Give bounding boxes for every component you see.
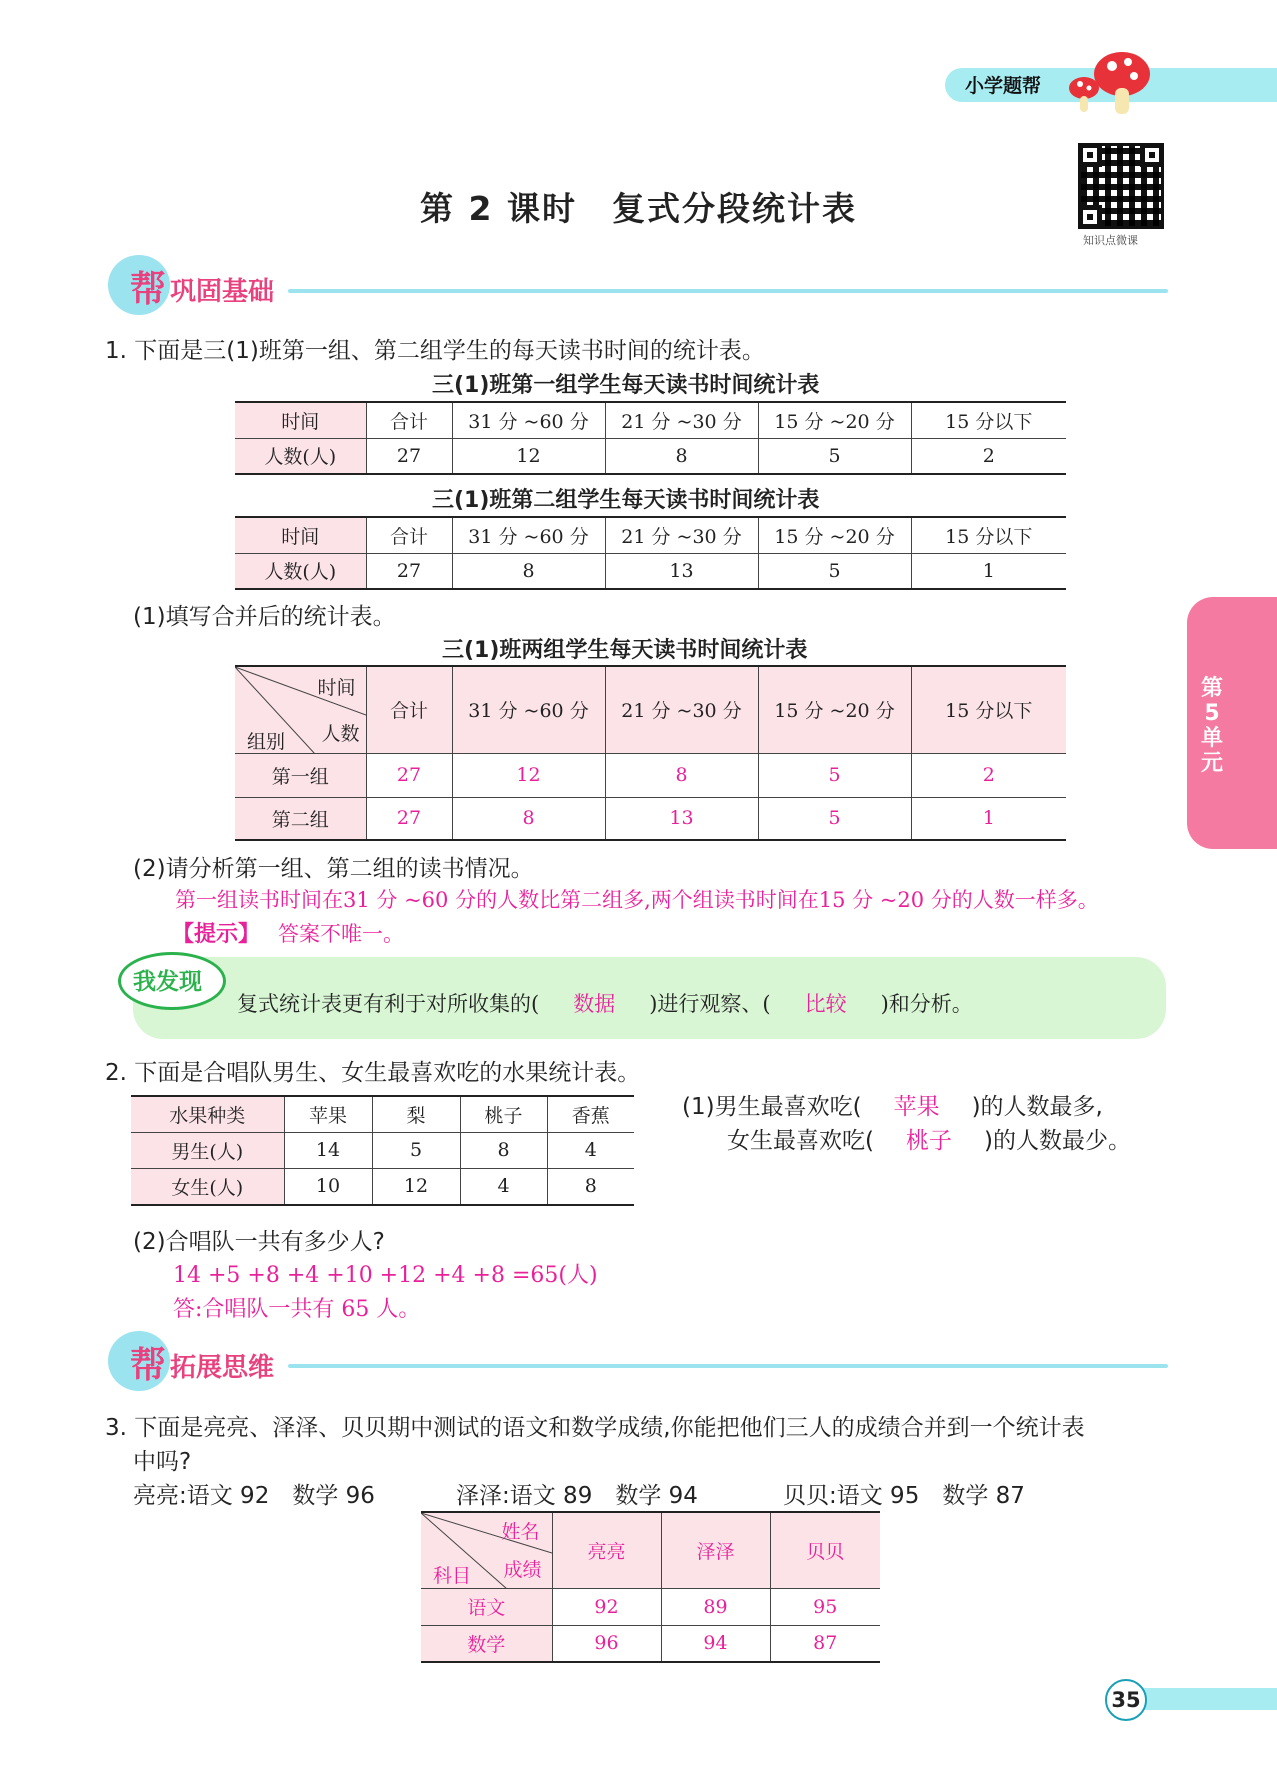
row-label: 女生(人) (131, 1168, 284, 1205)
q3-intro-line1: 3. 下面是亮亮、泽泽、贝贝期中测试的语文和数学成绩,你能把他们三人的成绩合并到一个统计表 (105, 1415, 1085, 1441)
q2-part2: (2)合唱队一共有多少人? (133, 1229, 385, 1255)
header-cell: 香蕉 (547, 1096, 634, 1132)
data-cell: 5 (372, 1132, 460, 1168)
q2-p1-blank-1[interactable]: 苹果 (893, 1094, 940, 1120)
answer-cell[interactable]: 92 (552, 1588, 661, 1625)
q2-p1-text-d: )的人数最少。 (983, 1128, 1131, 1154)
q2-p1-text-a: (1)男生最喜欢吃( (682, 1094, 862, 1120)
answer-cell[interactable]: 2 (911, 753, 1066, 797)
section-label: 拓展思维 (170, 1353, 275, 1383)
q1-sub1: (1)填写合并后的统计表。 (133, 604, 396, 630)
row-label: 男生(人) (131, 1132, 284, 1168)
header-cell: 亮亮 (552, 1512, 661, 1588)
answer-cell[interactable]: 5 (758, 753, 911, 797)
header-cell: 15 分以下 (911, 666, 1066, 753)
data-cell: 8 (547, 1168, 634, 1205)
header-cell: 合计 (366, 402, 452, 438)
data-cell: 2 (911, 438, 1066, 474)
answer-cell[interactable]: 12 (452, 753, 605, 797)
header-cell: 泽泽 (661, 1512, 770, 1588)
answer-cell[interactable]: 8 (452, 797, 605, 840)
q3-score-zeze: 泽泽:语文 89 数学 94 (456, 1483, 698, 1509)
answer-cell[interactable]: 87 (770, 1625, 880, 1662)
page-number: 35 (1105, 1679, 1147, 1721)
q1-merged-title: 三(1)班两组学生每天读书时间统计表 (442, 638, 808, 663)
header-cell: 15 分 ~20 分 (758, 666, 911, 753)
header-cell: 合计 (366, 517, 452, 553)
q1-answer2: 第一组读书时间在31 分 ~60 分的人数比第二组多,两个组读书时间在15 分 ~20 分的人数一样多。 (175, 888, 1099, 912)
section-badge: 帮 (130, 269, 167, 310)
data-cell: 27 (366, 553, 452, 589)
q1-table1 (235, 401, 1066, 475)
q2-part1-line2 (727, 1122, 1131, 1155)
data-cell: 4 (547, 1132, 634, 1168)
data-cell: 8 (452, 553, 605, 589)
row-label: 第一组 (235, 753, 366, 797)
header-cell: 21 分 ~30 分 (605, 517, 758, 553)
header-cell: 贝贝 (770, 1512, 880, 1588)
q3-score-liangliang: 亮亮:语文 92 数学 96 (133, 1483, 375, 1509)
page-title: 第 2 课时 复式分段统计表 (420, 189, 857, 228)
row-label: 语文 (421, 1588, 552, 1625)
row-label: 第二组 (235, 797, 366, 840)
data-cell: 10 (284, 1168, 372, 1205)
header-cell: 15 分以下 (911, 402, 1066, 438)
discovery-badge-text: 我发现 (133, 969, 202, 995)
header-cell: 15 分 ~20 分 (758, 517, 911, 553)
section-label: 巩固基础 (170, 277, 275, 307)
q1-sub2: (2)请分析第一组、第二组的读书情况。 (133, 856, 534, 882)
corner-label-mid: 成绩 (503, 1559, 542, 1581)
header-cell: 梨 (372, 1096, 460, 1132)
data-cell: 8 (460, 1132, 547, 1168)
q1-merged-table (235, 665, 1066, 841)
discovery-sentence (237, 988, 973, 1018)
data-cell: 1 (911, 553, 1066, 589)
row-label: 人数(人) (235, 438, 366, 474)
data-cell: 13 (605, 553, 758, 589)
answer-cell[interactable]: 5 (758, 797, 911, 840)
hint-text: 答案不唯一。 (278, 922, 404, 946)
corner-label-top: 时间 (317, 677, 356, 699)
header-cell: 苹果 (284, 1096, 372, 1132)
header-cell: 时间 (235, 517, 366, 553)
data-cell: 5 (758, 438, 911, 474)
corner-label-mid: 人数 (321, 723, 360, 745)
section-divider (288, 289, 1168, 293)
header-cell: 21 分 ~30 分 (605, 402, 758, 438)
page-number-bar (1128, 1688, 1277, 1710)
discovery-text-a: 复式统计表更有利于对所收集的( (237, 992, 540, 1016)
section-divider (288, 1364, 1168, 1368)
header-cell: 合计 (366, 666, 452, 753)
unit-tab-label: 第5单元 (1200, 676, 1223, 776)
answer-cell[interactable]: 8 (605, 753, 758, 797)
answer-cell[interactable]: 96 (552, 1625, 661, 1662)
row-label: 数学 (421, 1625, 552, 1662)
mushroom-icon (1062, 44, 1152, 116)
diagonal-header-cell (235, 666, 366, 753)
answer-cell[interactable]: 27 (366, 753, 452, 797)
header-cell: 15 分 ~20 分 (758, 402, 911, 438)
q2-p1-text-c: 女生最喜欢吃( (727, 1128, 874, 1154)
answer-cell[interactable]: 13 (605, 797, 758, 840)
brand-name: 小学题帮 (965, 75, 1042, 97)
header-cell: 31 分 ~60 分 (452, 666, 605, 753)
answer-cell[interactable]: 1 (911, 797, 1066, 840)
data-cell: 12 (372, 1168, 460, 1205)
discovery-text-c: )和分析。 (880, 992, 973, 1016)
header-cell: 桃子 (460, 1096, 547, 1132)
q2-intro: 2. 下面是合唱队男生、女生最喜欢吃的水果统计表。 (105, 1060, 641, 1086)
header-cell: 水果种类 (131, 1096, 284, 1132)
q1-intro: 1. 下面是三(1)班第一组、第二组学生的每天读书时间的统计表。 (105, 338, 765, 364)
answer-cell[interactable]: 89 (661, 1588, 770, 1625)
corner-label-top: 姓名 (501, 1521, 540, 1543)
answer-cell[interactable]: 95 (770, 1588, 880, 1625)
q1-table2 (235, 516, 1066, 590)
corner-label-bottom: 科目 (433, 1565, 472, 1587)
data-cell: 5 (758, 553, 911, 589)
q1-table2-title: 三(1)班第二组学生每天读书时间统计表 (432, 488, 820, 513)
data-cell: 14 (284, 1132, 372, 1168)
q2-calculation: 14 +5 +8 +4 +10 +12 +4 +8 =65(人) (173, 1263, 598, 1288)
answer-cell[interactable]: 27 (366, 797, 452, 840)
section-badge: 帮 (130, 1345, 167, 1386)
hint-label: 【提示】 (172, 922, 261, 947)
discovery-text-b: )进行观察、( (649, 992, 771, 1016)
q3-score-beibei: 贝贝:语文 95 数学 87 (783, 1483, 1025, 1509)
header-cell: 21 分 ~30 分 (605, 666, 758, 753)
diagonal-header-cell (421, 1512, 552, 1588)
qr-caption: 知识点微课 (1083, 234, 1138, 247)
q1-table1-title: 三(1)班第一组学生每天读书时间统计表 (432, 373, 820, 398)
row-label: 人数(人) (235, 553, 366, 589)
data-cell: 8 (605, 438, 758, 474)
q2-p1-blank-2[interactable]: 桃子 (905, 1128, 952, 1154)
q3-answer-table (421, 1511, 880, 1663)
q3-intro-line2: 中吗? (133, 1449, 192, 1475)
discovery-blank-1[interactable]: 数据 (573, 992, 616, 1016)
q2-table (131, 1095, 634, 1206)
q2-answer: 答:合唱队一共有 65 人。 (173, 1297, 421, 1322)
data-cell: 27 (366, 438, 452, 474)
header-cell: 15 分以下 (911, 517, 1066, 553)
answer-cell[interactable]: 94 (661, 1625, 770, 1662)
header-cell: 时间 (235, 402, 366, 438)
q2-p1-text-b: )的人数最多, (971, 1094, 1103, 1120)
data-cell: 12 (452, 438, 605, 474)
q2-part1-line1 (682, 1088, 1103, 1121)
discovery-blank-2[interactable]: 比较 (804, 992, 847, 1016)
data-cell: 4 (460, 1168, 547, 1205)
corner-label-bottom: 组别 (247, 731, 286, 753)
header-cell: 31 分 ~60 分 (452, 517, 605, 553)
header-cell: 31 分 ~60 分 (452, 402, 605, 438)
